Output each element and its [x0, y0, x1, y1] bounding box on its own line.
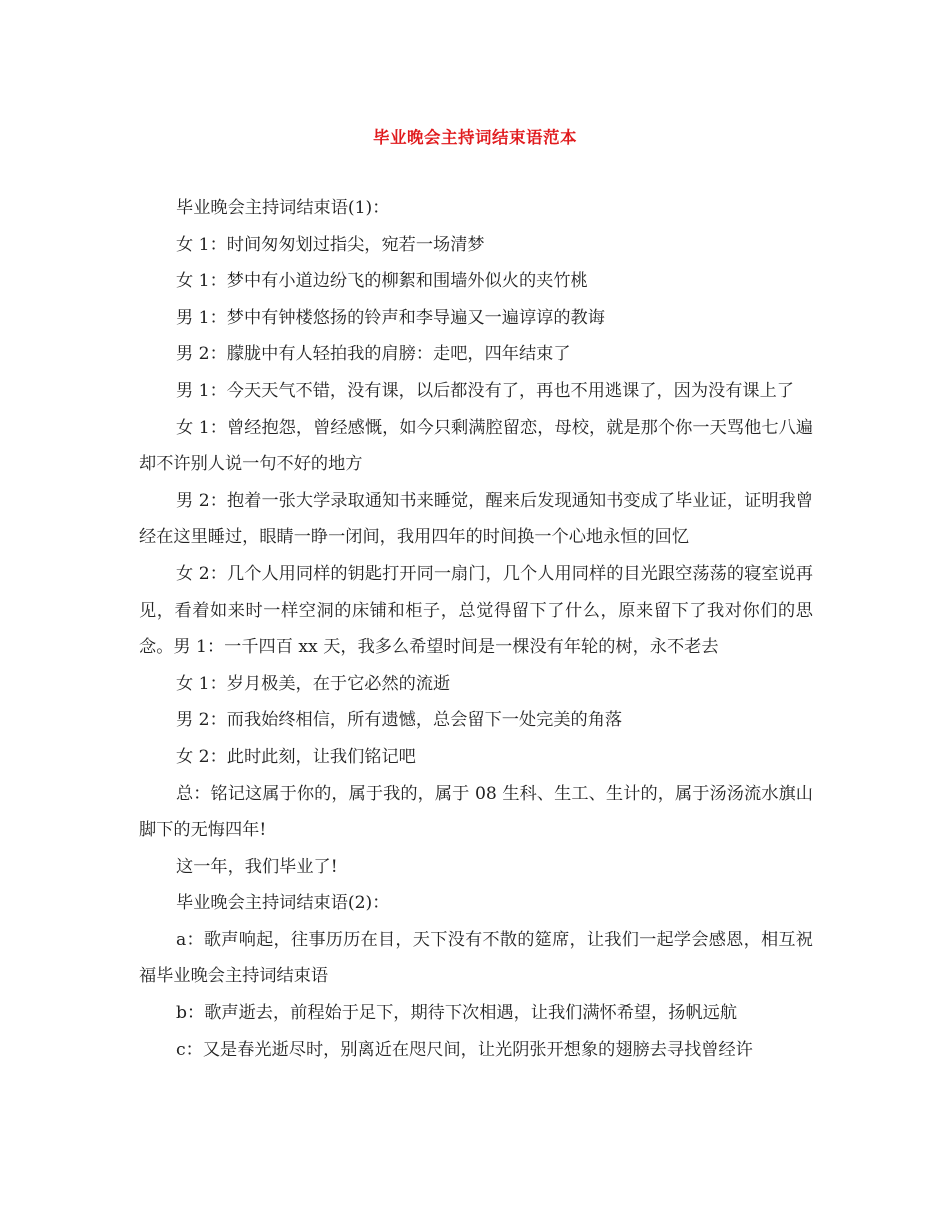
paragraph: b：歌声逝去，前程始于足下，期待下次相遇，让我们满怀希望，扬帆远航: [176, 1003, 738, 1024]
paragraph: 毕业晚会主持词结束语(1)：: [176, 198, 390, 218]
document-title: 毕业晚会主持词结束语范本: [373, 128, 577, 147]
paragraph: 总：铭记这属于你的，属于我的，属于 08 生科、生工、生计的，属于汤汤流水旗山脚下的无悔四年!: [139, 783, 813, 841]
paragraph: 女 1：时间匆匆划过指尖，宛若一场清梦: [176, 234, 485, 255]
paragraph: 男 2：朦胧中有人轻拍我的肩膀：走吧，四年结束了: [176, 344, 571, 365]
paragraph: 男 1：梦中有钟楼悠扬的铃声和李导遍又一遍谆谆的教诲: [176, 307, 605, 328]
paragraph: 这一年，我们毕业了!: [176, 856, 338, 877]
paragraph: 女 2：几个人用同样的钥匙打开同一扇门，几个人用同样的目光跟空荡荡的寝室说再见，看着如来时一样空洞的床铺和柜子，总觉得留下了什么，原来留下了我对你们的思念。男 1：一千四百 xx 天，我多么希望时间是一棵没有年轮的树，永不老去: [139, 563, 813, 658]
paragraph: 女 1：曾经抱怨，曾经感慨，如今只剩满腔留恋，母校，就是那个你一天骂他七八遍却不许别人说一句不好的地方: [139, 417, 813, 475]
document-body: [139, 190, 813, 1068]
paragraph: 男 1：今天天气不错，没有课，以后都没有了，再也不用逃课了，因为没有课上了: [176, 380, 794, 401]
paragraph: 男 2：抱着一张大学录取通知书来睡觉，醒来后发现通知书变成了毕业证，证明我曾经在这里睡过，眼睛一睁一闭间，我用四年的时间换一个心地永恒的回忆: [139, 490, 813, 548]
paragraph: 男 2：而我始终相信，所有遗憾，总会留下一处完美的角落: [176, 710, 623, 731]
paragraph: a：歌声响起，往事历历在目，天下没有不散的筵席，让我们一起学会感恩，相互祝福毕业晚会主持词结束语: [139, 929, 813, 987]
paragraph: 女 2：此时此刻，让我们铭记吧: [176, 746, 416, 767]
paragraph: 女 1：岁月极美，在于它必然的流逝: [176, 673, 451, 694]
paragraph: 毕业晚会主持词结束语(2)：: [176, 893, 390, 914]
paragraph: 女 1：梦中有小道边纷飞的柳絮和围墙外似火的夹竹桃: [176, 271, 588, 292]
paragraph: c：又是春光逝尽时，别离近在咫尺间，让光阴张开想象的翅膀去寻找曾经许: [176, 1039, 753, 1060]
